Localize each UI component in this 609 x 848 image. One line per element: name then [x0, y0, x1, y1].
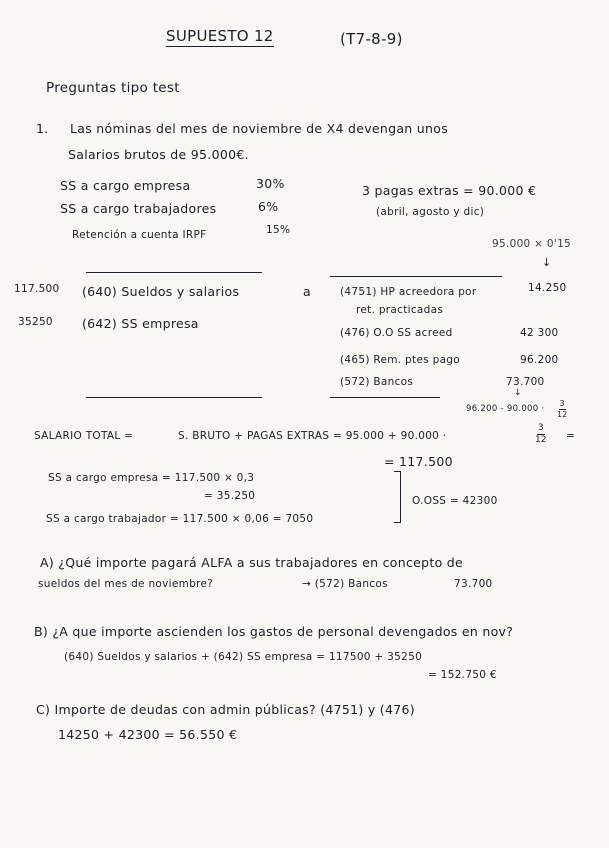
question-c: C) Importe de deudas con admin públicas? (4751) y (476) [36, 702, 415, 717]
debit-account-ss: (642) SS empresa [82, 316, 199, 331]
bank-calc: 96.200 - 90.000 · [466, 404, 545, 414]
answer-b-line-1: (640) Sueldos y salarios + (642) SS empresa = 117500 + 35250 [64, 651, 423, 663]
credit-amount-bancos: 73.700 [506, 376, 545, 388]
credit-account-bancos: (572) Bancos [340, 376, 414, 388]
ss-empresa-value: 30% [256, 176, 285, 191]
journal-top-rule-right [330, 276, 502, 277]
credit-account-rem: (465) Rem. ptes pago [340, 354, 460, 366]
salary-total-numerator: 3 [537, 423, 544, 433]
answer-c-line-1: 14250 + 42300 = 56.550 € [58, 727, 238, 742]
oss-total: O.OSS = 42300 [412, 495, 498, 507]
journal-top-rule-left [86, 272, 262, 273]
credit-amount-hp: 14.250 [528, 282, 567, 294]
question-text-line-1: Las nóminas del mes de noviembre de X4 devengan unos [70, 121, 449, 136]
ss-trabajador-label: SS a cargo trabajadores [60, 201, 217, 216]
bank-calc-numerator: 3 [559, 399, 565, 408]
answer-b-line-2: = 152.750 € [428, 669, 497, 681]
topics-reference: (T7-8-9) [340, 30, 403, 48]
ss-trabajador-calc: SS a cargo trabajador = 117.500 × 0,06 = 7050 [46, 513, 314, 525]
ss-empresa-calc: SS a cargo empresa = 117.500 × 0,3 [48, 472, 255, 484]
page-title: SUPUESTO 12 [166, 27, 274, 45]
ss-bracket [394, 471, 401, 523]
extras-note-line-2: (abril, agosto y dic) [376, 206, 485, 218]
ss-trabajador-value: 6% [258, 199, 279, 214]
salary-total-equals: = [566, 430, 576, 442]
credit-account-hp: (4751) HP acreedora por [340, 286, 477, 298]
down-arrow-icon: ↓ [514, 388, 522, 398]
question-a-cont: sueldos del mes de noviembre? [38, 578, 214, 590]
bank-calc-denominator: 12 [557, 410, 568, 419]
question-text-line-2: Salarios brutos de 95.000€. [68, 147, 249, 162]
salary-total-label: SALARIO TOTAL = [34, 430, 134, 442]
credit-amount-rem: 96.200 [520, 354, 559, 366]
question-number: 1. [36, 121, 49, 136]
irpf-calc: 95.000 × 0'15 [492, 238, 572, 250]
irpf-value: 15% [266, 224, 291, 236]
salary-total-fraction [535, 423, 546, 446]
section-title: Preguntas tipo test [46, 80, 180, 96]
extras-note-line-1: 3 pagas extras = 90.000 € [362, 183, 537, 198]
salary-total-result: = 117.500 [384, 454, 453, 469]
ss-empresa-result: = 35.250 [204, 490, 256, 502]
question-a: A) ¿Qué importe pagará ALFA a sus trabajadores en concepto de [40, 555, 464, 570]
credit-amount-oss: 42 300 [520, 327, 559, 339]
answer-a-amount: 73.700 [454, 578, 493, 590]
journal-connector: a [303, 284, 311, 299]
debit-amount-ss: 35250 [18, 316, 53, 328]
salary-total-formula: S. BRUTO + PAGAS EXTRAS = 95.000 + 90.000 · [178, 430, 447, 442]
journal-bottom-rule-right [330, 397, 440, 398]
ss-empresa-label: SS a cargo empresa [60, 178, 191, 193]
credit-account-oss: (476) O.O SS acreed [340, 327, 453, 339]
down-arrow-icon: ↓ [542, 256, 552, 269]
irpf-label: Retención a cuenta IRPF [72, 229, 207, 241]
answer-a-account: → (572) Bancos [302, 578, 388, 590]
question-b: B) ¿A que importe ascienden los gastos de personal devengados en nov? [34, 624, 514, 639]
credit-account-hp-cont: ret. practicadas [356, 304, 444, 316]
debit-amount-sueldos: 117.500 [14, 283, 60, 295]
journal-bottom-rule-left [86, 397, 262, 398]
bank-calc-fraction [557, 399, 567, 420]
salary-total-denominator: 12 [535, 435, 547, 445]
debit-account-sueldos: (640) Sueldos y salarios [82, 284, 240, 299]
